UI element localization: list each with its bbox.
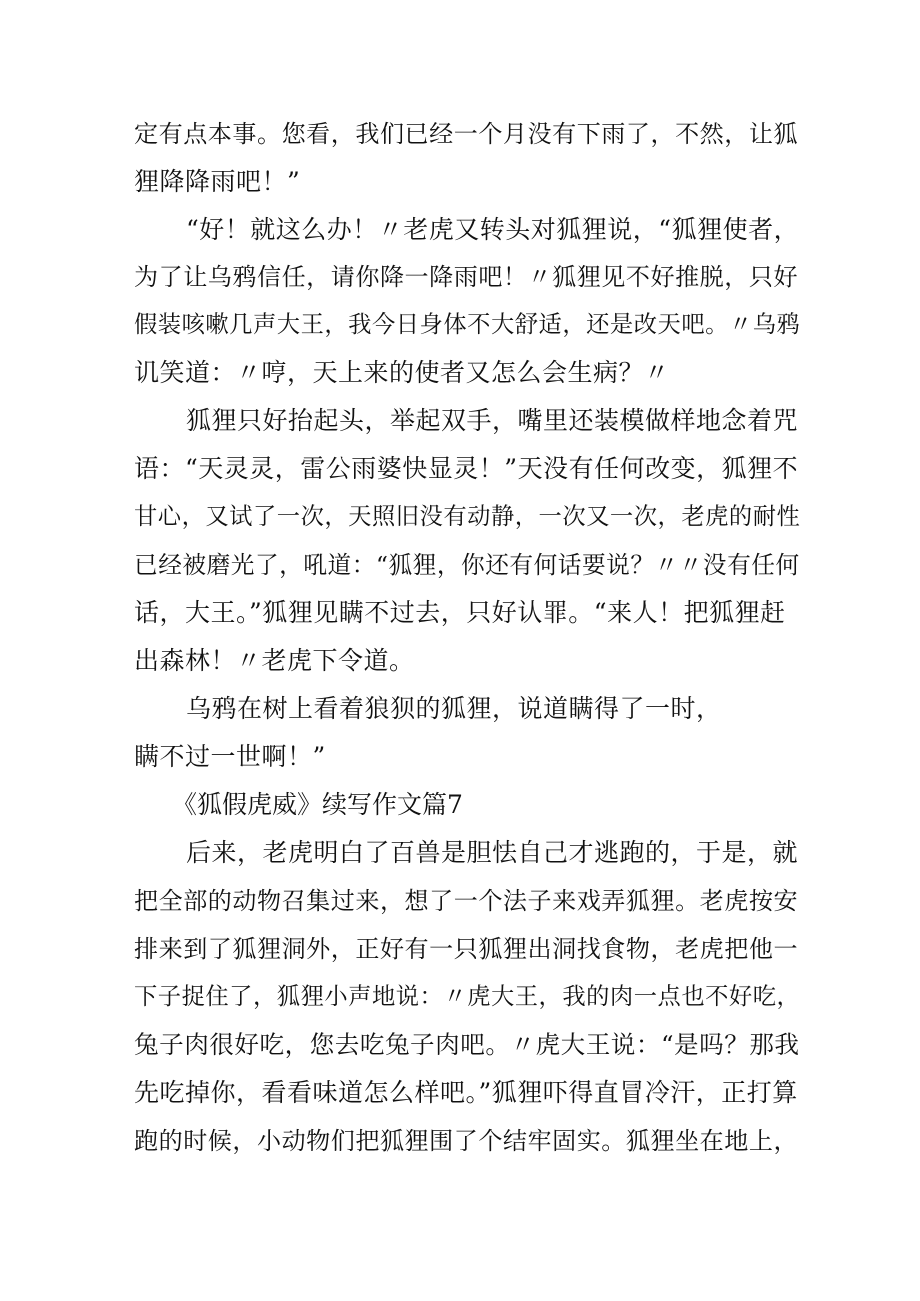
text-line: 把全部的动物召集过来，想了一个法子来戏弄狐狸。老虎按安 [134, 887, 799, 915]
text-line: 后来，老虎明白了百兽是胆怯自己才逃跑的，于是，就 [186, 838, 799, 867]
text-line: 瞒不过一世啊！” [134, 742, 326, 771]
text-line: 话，大王。”狐狸见瞒不过去，只好认罪。“来人！把狐狸赶 [134, 598, 786, 627]
text-line: 兔子肉很好吃，您去吃兔子肉吧。〃虎大王说：“是吗？那我 [134, 1030, 800, 1059]
text-line: 为了让乌鸦信任，请你降一降雨吧！〃狐狸见不好推脱，只好 [134, 263, 799, 291]
section-heading: 《狐假虎威》续写作文篇7 [172, 790, 463, 819]
text-line: 乌鸦在树上看着狼狈的狐狸，说道瞒得了一时， [186, 694, 722, 723]
text-line: 出森林！〃老虎下令道。 [134, 646, 415, 675]
text-line: 甘心，又试了一次，天照旧没有动静，一次又一次，老虎的耐性 [134, 503, 801, 530]
text-line: 假装咳嗽几声大王，我今日身体不大舒适，还是改天吧。〃乌鸦 [134, 311, 801, 338]
text-line: 语：“天灵灵，雷公雨婆快显灵！”天没有任何改变，狐狸不 [134, 454, 799, 483]
text-line: “好！就这么办！〃老虎又转头对狐狸说，“狐狸使者， [186, 215, 800, 244]
text-line: 狸降降雨吧！” [134, 167, 301, 196]
text-line: 定有点本事。您看，我们已经一个月没有下雨了，不然，让狐 [134, 120, 799, 148]
text-line: 先吃掉你，看看味道怎么样吧。”狐狸吓得直冒冷汗，正打算 [134, 1078, 798, 1107]
text-line: 排来到了狐狸洞外，正好有一只狐狸出洞找食物，老虎把他一 [134, 935, 799, 963]
text-line: 下子捉住了，狐狸小声地说：〃虎大王，我的肉一点也不好吃， [134, 983, 801, 1010]
text-line: 讥笑道：〃哼，天上来的使者又怎么会生病？〃 [134, 358, 670, 387]
text-line: 跑的时候，小动物们把狐狸围了个结牢固实。狐狸坐在地上， [134, 1127, 799, 1155]
text-line: 已经被磨光了，吼道：“狐狸，你还有何话要说？〃〃没有任何 [134, 551, 800, 579]
text-line: 狐狸只好抬起头，举起双手，嘴里还装模做样地念着咒 [186, 406, 799, 435]
